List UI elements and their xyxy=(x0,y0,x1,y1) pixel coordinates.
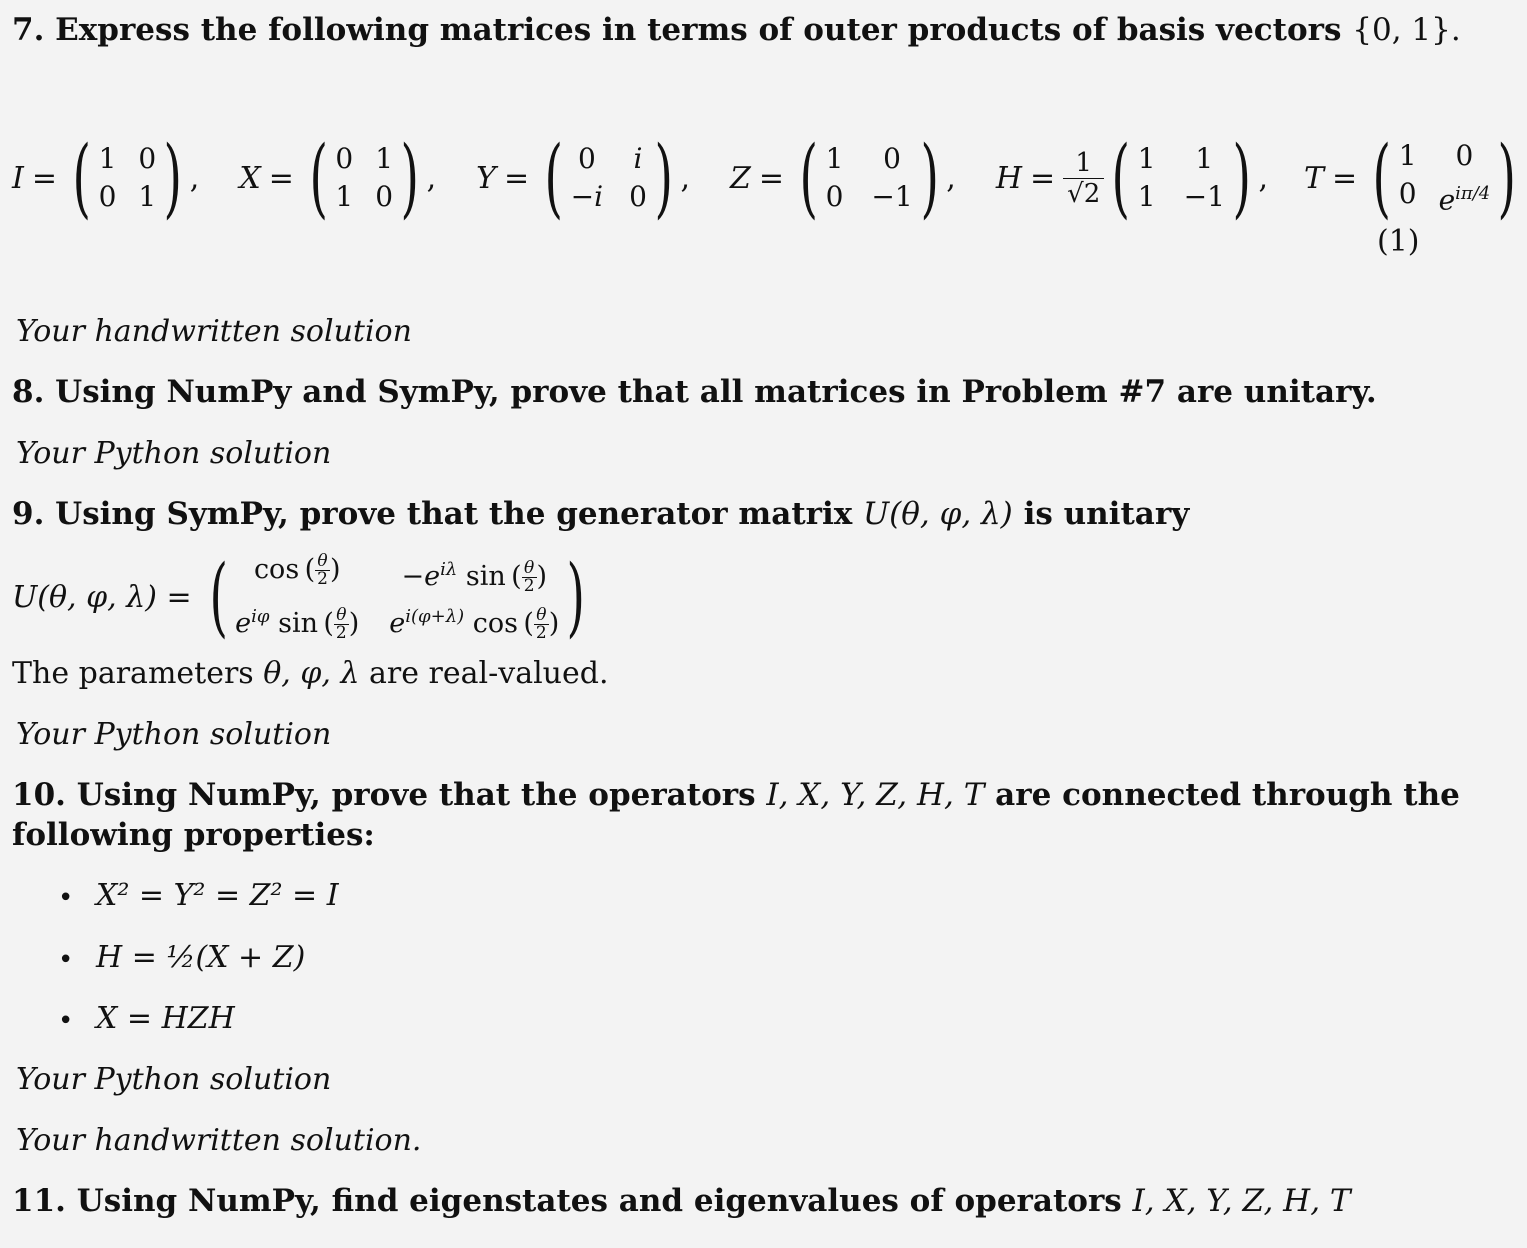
matrix-x: ( 0 1 1 0 ) xyxy=(309,128,420,228)
problem-10-heading xyxy=(12,777,1460,813)
matrices-equation: I = ( 1 0 0 1 ) , X = ( 0 1 1 0 ) , Y = ( 0 i −i 0 ) , Z = ( 1 0 0 −1 ) , H = $\frac{1}{√2}$ ( 1 1 1 −1 ) , T = ( 1 0 0 $e^{i\pi/4}$ ) xyxy=(12,128,1524,228)
bullet-icon: • xyxy=(58,1006,74,1036)
problem-number: 7. xyxy=(12,12,45,48)
matrix-t: ( 1 0 0 $e^{i\pi/4}$ ) xyxy=(1372,128,1517,228)
problem-10-solution-python: Your Python solution xyxy=(16,1062,332,1097)
problem-11-heading xyxy=(12,1183,1351,1219)
problem-title: Using NumPy, find eigenstates and eigenvalues of operators xyxy=(76,1183,1122,1219)
problem-number: 11. xyxy=(12,1183,66,1219)
matrix-name-t: T xyxy=(1304,160,1325,196)
problem-number: 10. xyxy=(12,777,66,813)
generator-matrix: ( cos ( $\frac{\theta}{2}$ ) $-e^{i\lambda}$ sin ( $\frac{\theta}{2}$ ) $e^{i\varphi}$ sin ( $\frac{\theta}{2}$ ) $e^{i(\varphi+\lambda)}$ cos ( $\frac{\theta}{2}$ ) ) xyxy=(209,547,586,647)
matrix-name-x: X xyxy=(239,160,261,196)
problem-10-solution-handwritten: Your handwritten solution. xyxy=(16,1123,422,1158)
problem-title-end: is unitary xyxy=(1023,496,1190,532)
problem-9-heading xyxy=(12,496,1189,532)
generator-lhs: U(θ, φ, λ) = xyxy=(12,579,192,615)
h-prefactor: $\frac{1}{√2}$ xyxy=(1063,148,1104,209)
matrix-name-y: Y xyxy=(476,160,496,196)
property-1: X² = Y² = Z² = I xyxy=(96,878,339,913)
problem-title: Using NumPy, prove that the operators xyxy=(76,777,756,813)
matrix-z: ( 1 0 0 −1 ) xyxy=(799,128,939,228)
problem-7-heading xyxy=(12,12,1461,48)
problem-title-math: U(θ, φ, λ) xyxy=(863,496,1013,532)
problem-title-math: I, X, Y, Z, H, T xyxy=(766,777,985,813)
problem-title-math: I, X, Y, Z, H, T xyxy=(1132,1183,1351,1219)
bullet-icon: • xyxy=(58,883,74,913)
equation-number: (1) xyxy=(1377,224,1420,259)
matrix-h: ( 1 1 1 −1 ) xyxy=(1111,128,1251,228)
parameters-note: The parameters θ, φ, λ are real-valued. xyxy=(12,656,609,691)
basis-set: {0, 1}. xyxy=(1352,12,1461,48)
problem-title-end: are connected through the xyxy=(995,777,1460,813)
problem-8-heading xyxy=(12,374,1377,410)
matrix-name-h: H xyxy=(995,160,1022,196)
property-3: X = HZH xyxy=(96,1001,235,1036)
problem-7-solution: Your handwritten solution xyxy=(16,314,412,349)
property-2: H = ½(X + Z) xyxy=(96,940,306,975)
matrix-name-z: Z xyxy=(730,160,751,196)
matrix-name-i: I xyxy=(12,160,24,196)
problem-title: Express the following matrices in terms of outer products of basis vectors xyxy=(55,12,1342,48)
problem-title: Using NumPy and SymPy, prove that all matrices in Problem #7 are unitary. xyxy=(55,374,1377,410)
problem-title: Using SymPy, prove that the generator matrix xyxy=(55,496,853,532)
problem-number: 9. xyxy=(12,496,45,532)
matrix-i: ( 1 0 0 1 ) xyxy=(72,128,183,228)
problem-9-solution: Your Python solution xyxy=(16,717,332,752)
problem-10-heading-line2: following properties: xyxy=(12,817,375,853)
problem-number: 8. xyxy=(12,374,45,410)
matrix-y: ( 0 i −i 0 ) xyxy=(544,128,673,228)
generator-matrix-equation xyxy=(12,547,593,647)
problem-8-solution: Your Python solution xyxy=(16,436,332,471)
bullet-icon: • xyxy=(58,945,74,975)
